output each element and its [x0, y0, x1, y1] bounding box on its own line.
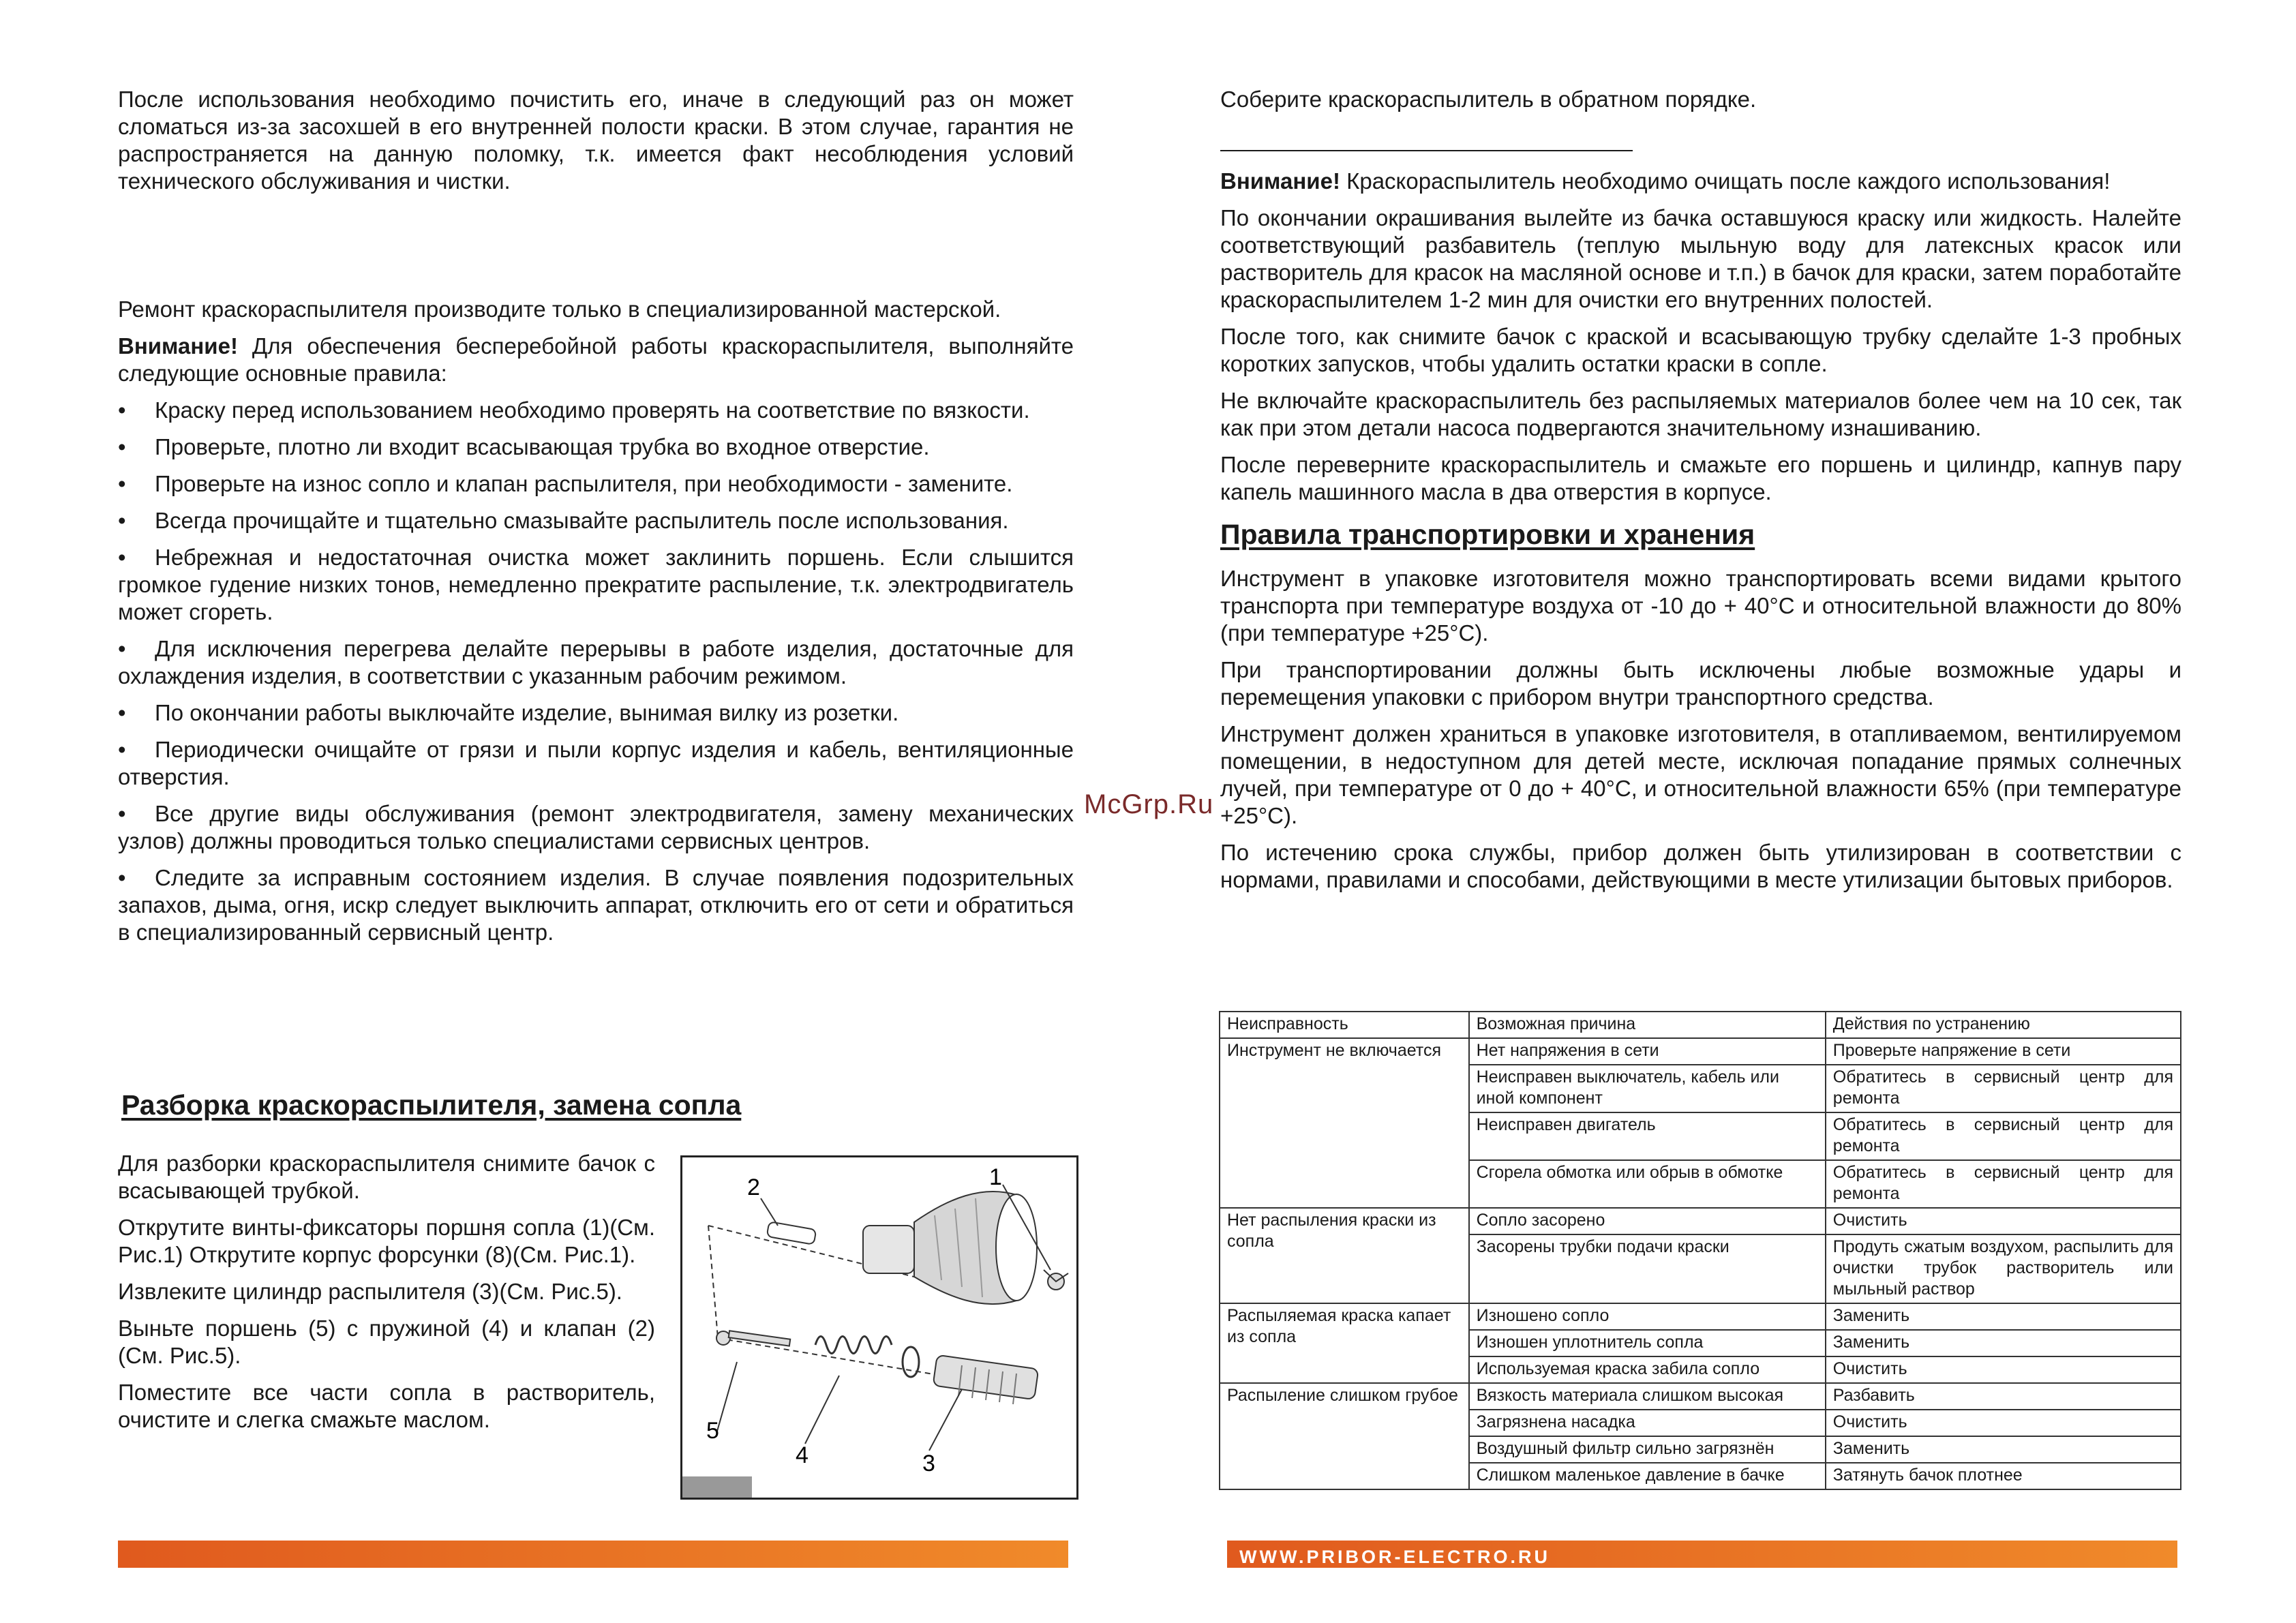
rule-item — [118, 736, 1074, 791]
cause-cell: Сопло засорено — [1469, 1208, 1826, 1234]
bullet-mark: • — [118, 508, 126, 533]
cause-cell: Вязкость материала слишком высокая — [1469, 1383, 1826, 1410]
rule-item — [118, 544, 1074, 626]
header-fault: Неисправность — [1220, 1012, 1469, 1038]
cause-cell: Используемая краска забила сопло — [1469, 1356, 1826, 1383]
bullet-mark: • — [118, 545, 126, 570]
cause-cell: Нет напряжения в сети — [1469, 1038, 1826, 1065]
rule-text: Периодически очищайте от грязи и пыли корпус изделия и кабель, вентиляционные отверстия. — [118, 737, 1074, 789]
rules-list — [118, 397, 1074, 946]
rule-item — [118, 507, 1074, 534]
transport-paragraph: По истечению срока службы, прибор должен быть утилизирован в соответствии с нормами, правилами и способами, действующими в месте утилизации бытовых приборов. — [1220, 840, 2181, 892]
figure-gray-tab — [682, 1476, 752, 1498]
cause-cell: Воздушный фильтр сильно загрязнён — [1469, 1436, 1826, 1463]
action-cell: Затянуть бачок плотнее — [1826, 1463, 2181, 1489]
cause-cell: Неисправен двигатель — [1469, 1112, 1826, 1160]
action-cell: Проверьте напряжение в сети — [1826, 1038, 2181, 1065]
transport-paragraph: При транспортировании должны быть исключены любые возможные удары и перемещения упаковки с прибором внутри транспортного средства. — [1220, 657, 2181, 710]
bullet-mark: • — [118, 397, 126, 423]
disassembly-step: Открутите винты-фиксаторы поршня сопла (1)(См. Рис.1) Открутите корпус форсунки (8)(См. Рис.1). — [118, 1215, 655, 1267]
part-3-cylinder — [933, 1355, 1039, 1404]
bullet-mark: • — [118, 434, 126, 459]
cause-cell: Загрязнена насадка — [1469, 1410, 1826, 1436]
cleaning-paragraph: По окончании окрашивания вылейте из бачка оставшуюся краску или жидкость. Налейте соответствующий разбавитель (теплую мыльную воду для латексных красок или растворитель для красок на масляной основе и т.п.) в бачок для краски, затем поработайте краскораспылителем 1-2 мин для очистки его внутренних полостей. — [1220, 205, 2181, 312]
action-cell: Разбавить — [1826, 1383, 2181, 1410]
action-cell: Заменить — [1826, 1436, 2181, 1463]
bullet-mark: • — [118, 737, 126, 762]
table-row — [1220, 1383, 2181, 1410]
warning-label: Внимание! — [118, 333, 238, 359]
reassemble-paragraph: Соберите краскораспылитель в обратном порядке. — [1220, 87, 1757, 112]
intro-paragraph: После использования необходимо почистить его, иначе в следующий раз он может сломаться из-за засохшей в его внутренней полости краски. В этом случае, гарантия не распространяется на данную поломку, т.к. имеется факт несоблюдения условий технического обслуживания и чистки. — [118, 87, 1074, 194]
left-rules-block — [118, 296, 1074, 956]
figure-label-3: 3 — [922, 1451, 935, 1476]
fault-cell: Инструмент не включается — [1220, 1038, 1469, 1208]
cleaning-warning-text: Краскораспылитель необходимо очищать после каждого использования! — [1340, 168, 2111, 194]
watermark: McGrp.Ru — [1084, 789, 1214, 819]
transport-paragraph: Инструмент в упаковке изготовителя можно транспортировать всеми видами крытого транспорта при температуре воздуха от -10 до + 40°C и относительной влажности до 80% (при температуре +25°C). — [1220, 566, 2181, 646]
action-cell: Продуть сжатым воздухом, распылить для очистки трубок растворитель или мыльный раствор — [1826, 1234, 2181, 1303]
exploded-view-drawing — [682, 1157, 1076, 1498]
fault-cell: Распыляемая краска капает из сопла — [1220, 1303, 1469, 1383]
rule-text: Следите за исправным состоянием изделия. В случае появления подозрительных запахов, дыма, огня, искр следует выключить аппарат, отключить его от сети и обратиться в специализированный сервисный центр. — [118, 865, 1074, 945]
exploded-view-figure — [680, 1155, 1078, 1500]
rule-item — [118, 699, 1074, 727]
header-action: Действия по устранению — [1826, 1012, 2181, 1038]
rule-text: Краску перед использованием необходимо проверять на соответствие по вязкости. — [155, 397, 1030, 423]
disassembly-step: Извлеките цилиндр распылителя (3)(См. Рис.5). — [118, 1279, 622, 1304]
figure-label-4: 4 — [796, 1442, 809, 1468]
rule-text: Все другие виды обслуживания (ремонт электродвигателя, замену механических узлов) должны проводиться только специалистами сервисных центров. — [118, 801, 1074, 853]
cleaning-warning-label: Внимание! — [1220, 168, 1340, 194]
cause-cell: Засорены трубки подачи краски — [1469, 1234, 1826, 1303]
cause-cell: Изношен уплотнитель сопла — [1469, 1330, 1826, 1356]
rule-text: Для исключения перегрева делайте перерывы в работе изделия, достаточные для охлаждения изделия, в соответствии с указанным рабочим режимом. — [118, 636, 1074, 688]
rule-text: Проверьте, плотно ли входит всасывающая трубка во входное отверстие. — [155, 434, 930, 459]
rule-text: Проверьте на износ сопло и клапан распылителя, при необходимости - замените. — [155, 471, 1013, 496]
figure-label-1: 1 — [989, 1164, 1002, 1190]
part-2-valve-shape — [767, 1222, 817, 1245]
disassembly-heading: Разборка краскораспылителя, замена сопла — [121, 1089, 742, 1121]
header-cause: Возможная причина — [1469, 1012, 1826, 1038]
action-cell: Обратитесь в сервисный центр для ремонта — [1826, 1160, 2181, 1208]
troubleshooting-table — [1219, 1011, 2181, 1490]
warning-text: Для обеспечения бесперебойной работы краскораспылителя, выполняйте следующие основные правила: — [118, 333, 1074, 386]
disassembly-step: Для разборки краскораспылителя снимите бачок с всасывающей трубкой. — [118, 1151, 655, 1203]
cause-cell: Изношено сопло — [1469, 1303, 1826, 1330]
left-footer-bar — [118, 1541, 1068, 1568]
figure-label-2: 2 — [747, 1174, 760, 1200]
action-cell: Заменить — [1826, 1303, 2181, 1330]
cause-cell: Неисправен выключатель, кабель или иной компонент — [1469, 1065, 1826, 1112]
bullet-mark: • — [118, 636, 126, 661]
action-cell: Очистить — [1826, 1356, 2181, 1383]
transport-paragraph: Инструмент должен храниться в упаковке изготовителя, в отапливаемом, вентилируемом помещении, в недоступном для детей месте, исключая попадание прямых солнечных лучей, при температуре от 0 до + 40°C, и относительной влажности 65% (при температуре +25°C). — [1220, 721, 2181, 828]
right-cleaning-block — [1220, 168, 2181, 515]
cause-cell: Слишком маленькое давление в бачке — [1469, 1463, 1826, 1489]
action-cell: Заменить — [1826, 1330, 2181, 1356]
cause-cell: Сгорела обмотка или обрыв в обмотке — [1469, 1160, 1826, 1208]
table-row — [1220, 1208, 2181, 1234]
rule-item — [118, 635, 1074, 690]
cleaning-list — [1220, 204, 2181, 506]
bullet-mark: • — [118, 865, 126, 890]
transport-block — [1220, 565, 2181, 903]
action-cell: Очистить — [1826, 1410, 2181, 1436]
warning-paragraph — [118, 333, 1074, 387]
separator-rule — [1220, 150, 1633, 151]
rule-item — [118, 434, 1074, 461]
bullet-mark: • — [118, 700, 126, 725]
table-row — [1220, 1038, 2181, 1065]
fault-cell: Распыление слишком грубое — [1220, 1383, 1469, 1489]
rule-text: По окончании работы выключайте изделие, вынимая вилку из розетки. — [155, 700, 899, 725]
table-row — [1220, 1303, 2181, 1330]
transport-heading: Правила транспортировки и хранения — [1220, 519, 1755, 550]
right-reassemble — [1220, 86, 2181, 123]
cleaning-paragraph: Не включайте краскораспылитель без распыляемых материалов более чем на 10 сек, так как при этом детали насоса подвергаются значительному изнашиванию. — [1220, 388, 2181, 440]
disassembly-steps — [118, 1150, 655, 1443]
rule-text: Всегда прочищайте и тщательно смазывайте распылитель после использования. — [155, 508, 1009, 533]
left-intro-block — [118, 86, 1074, 204]
rule-item — [118, 800, 1074, 855]
disassembly-step: Выньте поршень (5) с пружиной (4) и клапан (2)(См. Рис.5). — [118, 1316, 655, 1368]
part-5-piston — [716, 1331, 790, 1346]
rule-text: Небрежная и недостаточная очистка может заклинить поршень. Если слышится громкое гудение низких тонов, немедленно прекратите распыление, т.к. электродвигатель может сгореть. — [118, 545, 1074, 624]
rule-item — [118, 397, 1074, 424]
bullet-mark: • — [118, 471, 126, 496]
bullet-mark: • — [118, 801, 126, 826]
action-cell: Обратитесь в сервисный центр для ремонта — [1826, 1065, 2181, 1112]
action-cell: Обратитесь в сервисный центр для ремонта — [1826, 1112, 2181, 1160]
rule-item — [118, 470, 1074, 498]
cleaning-paragraph: После того, как снимите бачок с краской и всасывающую трубку сделайте 1-3 пробных коротких запусков, чтобы удалить остатки краски в сопле. — [1220, 324, 2181, 376]
cleaning-warning — [1220, 168, 2181, 195]
rule-item — [118, 864, 1074, 946]
disassembly-step: Поместите все части сопла в растворитель, очистите и слегка смажьте маслом. — [118, 1380, 655, 1432]
table-header-row — [1220, 1012, 2181, 1038]
fault-cell: Нет распыления краски из сопла — [1220, 1208, 1469, 1303]
cleaning-paragraph: После переверните краскораспылитель и смажьте его поршень и цилиндр, капнув пару капель машинного масла в два отверстия в корпусе. — [1220, 452, 2181, 504]
website-url: WWW.PRIBOR-ELECTRO.RU — [1239, 1547, 1550, 1567]
action-cell: Очистить — [1826, 1208, 2181, 1234]
figure-label-5: 5 — [706, 1418, 719, 1444]
repair-paragraph: Ремонт краскораспылителя производите только в специализированной мастерской. — [118, 297, 1001, 322]
